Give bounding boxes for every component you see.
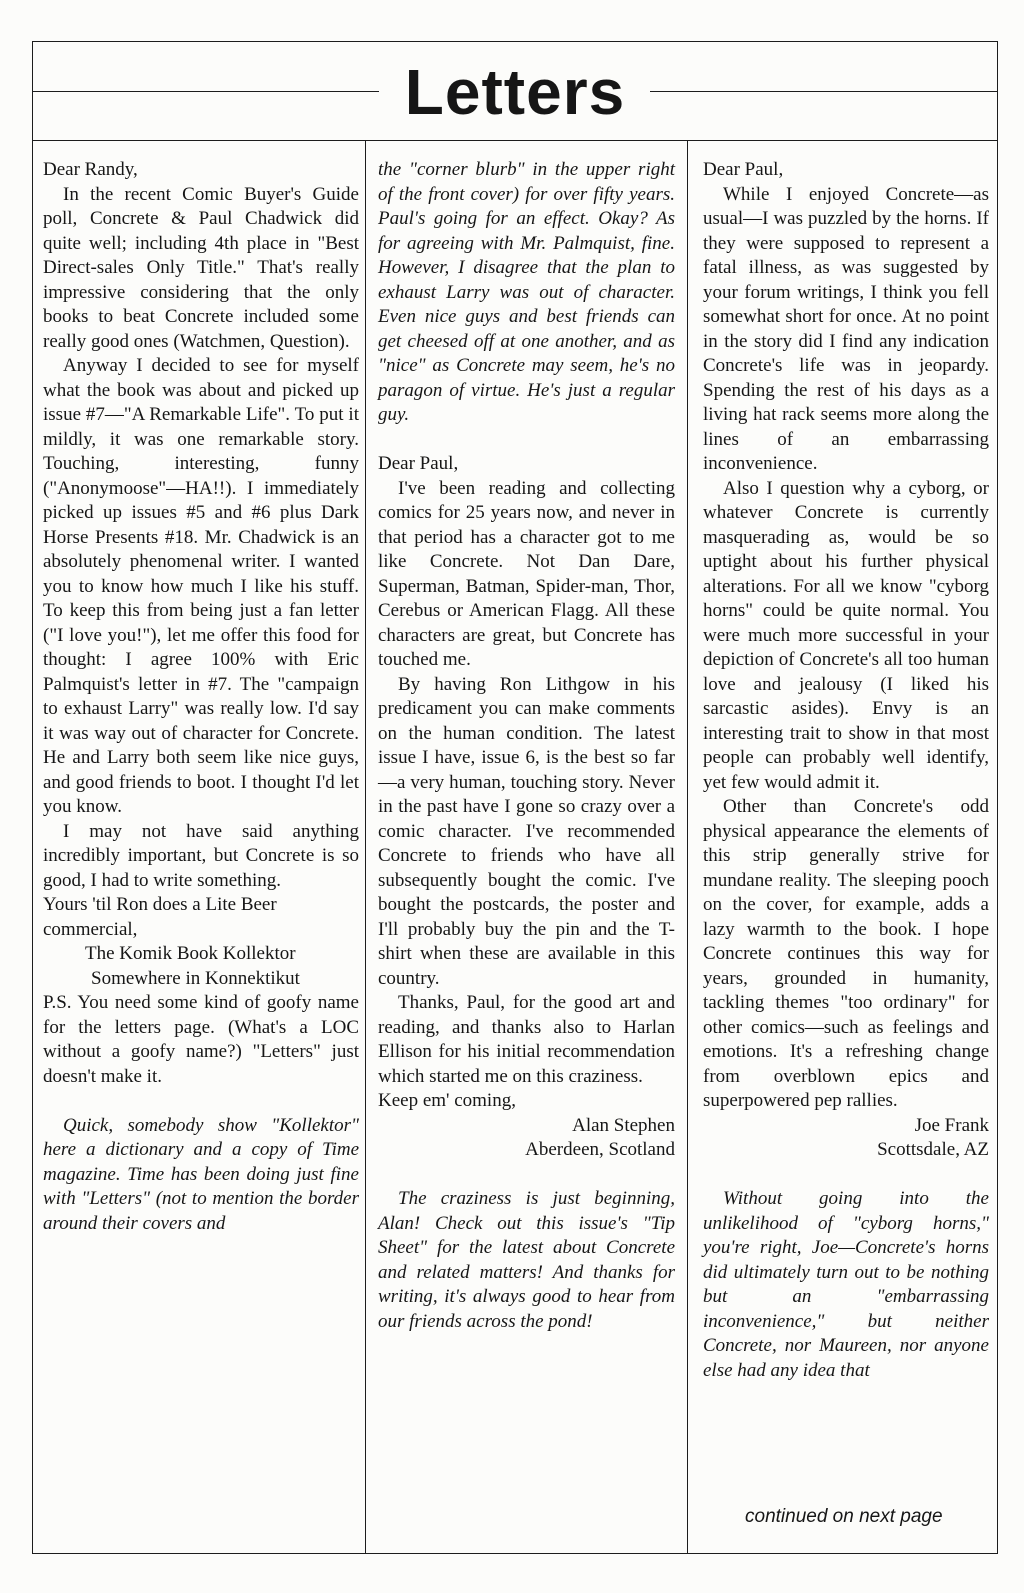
letter-signature-location: Scottsdale, AZ — [877, 1139, 989, 1160]
letter-paragraph: Also I question why a cyborg, or whatever Concrete is currently masquerading as, would be so uptight about his further physical alterations. For all we know "cyborg horns" could be quite normal. You were much more successful in your depiction of Concrete's all too human love and jealousy (I liked his sarcastic asides). Envy is an interesting trait to show in that most people can probably well identify, yet few would admit it. — [703, 477, 989, 793]
editor-reply: The craziness is just beginning, Alan! Check out this issue's "Tip Sheet" for the latest about Concrete and related matters! And thanks for writing, it's always good to hear from our friends across the pond! — [378, 1188, 675, 1332]
column-1 — [43, 141, 365, 1553]
column-2 — [365, 141, 687, 1553]
letter-paragraph: Thanks, Paul, for the good art and reading, and thanks also to Harlan Ellison for his initial recommendation which started me on this craziness. — [378, 992, 675, 1087]
letter-signature-location: Somewhere in Konnektikut — [91, 967, 300, 989]
letter-signature-name: The Komik Book Kollektor — [85, 943, 296, 964]
letter-greeting: Dear Paul, — [703, 159, 784, 180]
letter-postscript: P.S. You need some kind of goofy name for the letters page. (What's a LOC without a goofy name?) "Letters" just doesn't make it. — [43, 992, 359, 1087]
editor-reply-continued: the "corner blurb" in the upper right of the front cover) for over fifty years. Paul's going for an effect. Okay? As for agreeing with Mr. Palmquist, fine. However, I disagree that the plan to exhaust Larry was out of character. Even nice guys and best friends can get cheesed off at one another, and as "nice" as Concrete may seem, he's no paragon of virtue. He's just a regular guy. — [378, 159, 675, 425]
letter-paragraph: I may not have said anything incredibly important, but Concrete is so good, I had to write something. — [43, 820, 359, 891]
letters-page-frame — [32, 41, 998, 1554]
letter-signature-name: Joe Frank — [914, 1114, 989, 1136]
letter-closing: Yours 'til Ron does a Lite Beer commercial, — [43, 894, 277, 940]
letter-signature-location: Aberdeen, Scotland — [525, 1139, 675, 1160]
letter-paragraph: In the recent Comic Buyer's Guide poll, Concrete & Paul Chadwick did quite well; including 4th place in "Best Direct-sales Only Title." That's really impressive considering that the only books to beat Concrete included some really good ones (Watchmen, Question). — [43, 183, 359, 352]
column-3 — [687, 141, 997, 1553]
editor-reply: Without going into the unlikelihood of "cyborg horns," you're right, Joe—Concrete's horns did ultimately turn out to be nothing but an "embarrassing inconvenience," but neither Concrete, nor Maureen, nor anyone else had any idea that — [703, 1188, 989, 1381]
continued-notice: continued on next page — [745, 1505, 943, 1527]
letter-closing: Keep em' coming, — [378, 1090, 516, 1111]
letter-greeting: Dear Randy, — [43, 159, 138, 180]
letter-paragraph: Other than Concrete's odd physical appearance the elements of this strip generally strive for mundane reality. The sleeping pooch on the cover, for example, adds a lazy warmth to the book. I hope Concrete continues this way for years, grounded in humanity, tackling themes "too ordinary" for other comics—such as feelings and emotions. It's a refreshing change from overblown epics and superpowered pep rallies. — [703, 796, 989, 1111]
page-title: Letters — [404, 56, 626, 128]
page-header — [33, 42, 997, 141]
letter-paragraph: I've been reading and collecting comics for 25 years now, and never in that period has a character got to me like Concrete. Not Dan Dare, Superman, Batman, Spider-man, Thor, Cerebus or American Flagg. All these characters are great, but Concrete has touched me. — [378, 477, 675, 670]
letter-signature-name: Alan Stephen — [572, 1114, 675, 1136]
letter-paragraph: By having Ron Lithgow in his predicament you can make comments on the human condition. The latest issue I have, issue 6, is the best so far—a very human, touching story. Never in the past have I gone so crazy over a comic character. I've recommended Concrete to friends who have all subsequently bought the comic. I've bought the postcards, the poster and I'll probably buy the pin and the T-shirt when these are available in this country. — [378, 673, 675, 989]
letter-greeting: Dear Paul, — [378, 453, 459, 474]
editor-reply: Quick, somebody show "Kollektor" here a dictionary and a copy of Time magazine. Time has been doing just fine with "Letters" (not to mention the border around their covers and — [43, 1114, 359, 1234]
letter-paragraph: While I enjoyed Concrete—as usual—I was puzzled by the horns. If they were supposed to represent a fatal illness, as was suggested by your forum writings, I think you fell somewhat short for once. At no point in the story did I find any indication Concrete's life was in jeopardy. Spending the rest of his days as a living hat rack seems more along the lines of an embarrassing inconvenience. — [703, 183, 989, 474]
letter-paragraph: Anyway I decided to see for myself what the book was about and picked up issue #7—"A Remarkable Life". To put it mildly, it was one remarkable story. Touching, interesting, funny ("Anonymoose"—HA!!). I immediately picked up issues #5 and #6 plus Dark Horse Presents #18. Mr. Chadwick is an absolutely phenomenal writer. I wanted you to know how much I like his stuff. To keep this from being just a fan letter ("I love you!"), let me offer this food for thought: I agree 100% with Eric Palmquist's letter in #7. The "campaign to exhaust Larry" was really low. I'd say it was way out of character for Concrete. He and Larry both seem like nice guys, and good friends to boot. I thought I'd let you know. — [43, 355, 359, 817]
header-rule-left — [33, 91, 379, 92]
header-rule-right — [650, 91, 997, 92]
